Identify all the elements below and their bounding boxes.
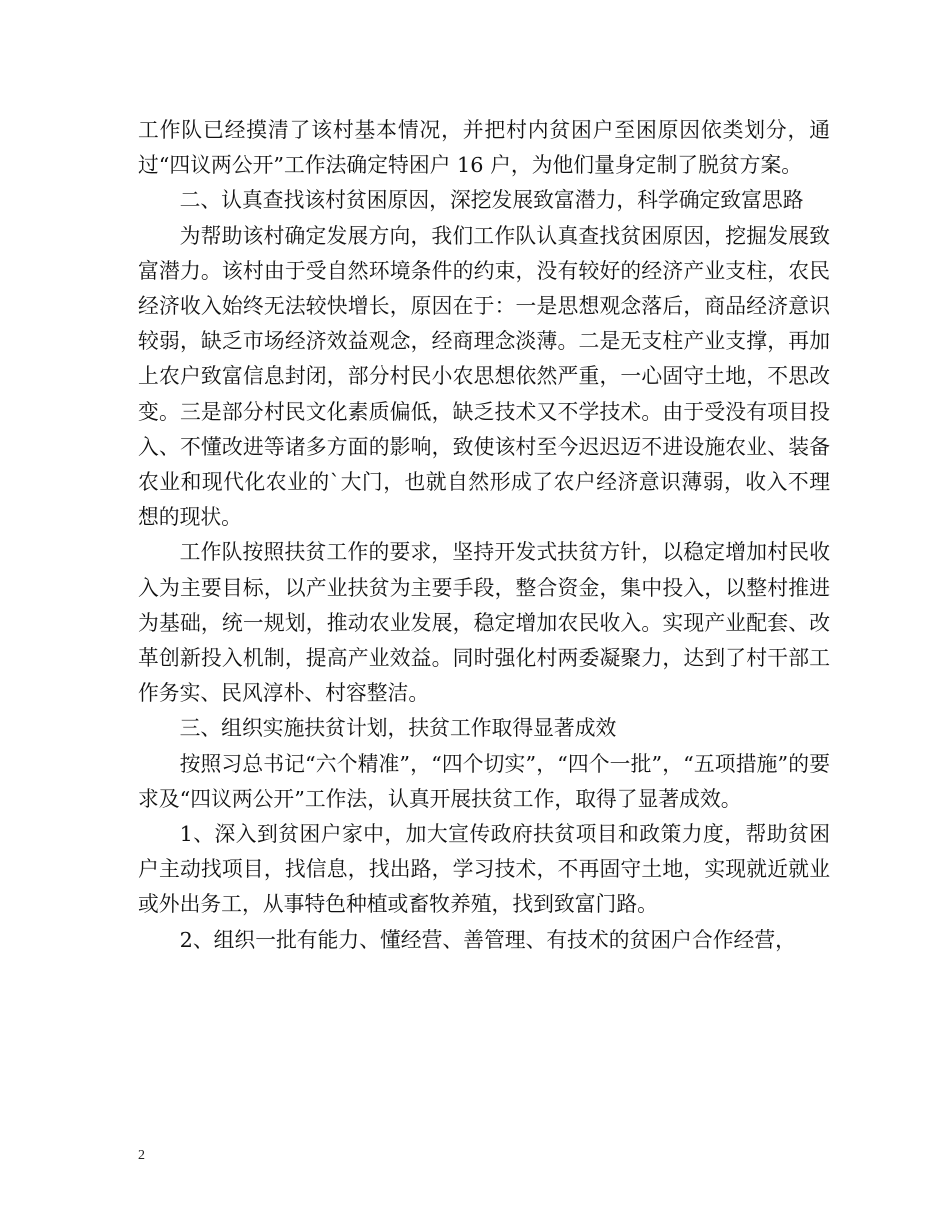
page-number: 2 bbox=[138, 1148, 145, 1163]
paragraph-team-approach: 工作队按照扶贫工作的要求，坚持开发式扶贫方针，以稳定增加村民收入为主要目标，以产业扶贫为主要手段，整合资金，集中投入，以整村推进为基础，统一规划，推动农业发展，稳定增加农民收入。实现产业配套、改革创新投入机制，提高产业效益。同时强化村两委凝聚力，达到了村干部工作务实、民风淳朴、村容整洁。 bbox=[138, 540, 830, 706]
paragraph-continuation-status: 工作队已经摸清了该村基本情况，并把村内贫困户至困原因依类划分，通过“四议两公开”工作法确定特困户 16 户，为他们量身定制了脱贫方案。 bbox=[138, 118, 830, 178]
paragraph-poverty-causes: 为帮助该村确定发展方向，我们工作队认真查找贫困原因，挖掘发展致富潜力。该村由于受自然环境条件的约束，没有较好的经济产业支柱，农民经济收入始终无法较快增长，原因在于：一是思想观念落后，商品经济意识较弱，缺乏市场经济效益观念，经商理念淡薄。二是无支柱产业支撑，再加上农户致富信息封闭，部分村民小农思想依然严重，一心固守土地，不思改变。三是部分村民文化素质偏低，缺乏技术又不学技术。由于受没有项目投入、不懂改进等诸多方面的影响，致使该村至今迟迟迈不进设施农业、装备农业和现代化农业的`大门，也就自然形成了农户经济意识薄弱，收入不理想的现状。 bbox=[138, 223, 830, 530]
document-body bbox=[138, 113, 830, 958]
section-heading-three: 三、组织实施扶贫计划，扶贫工作取得显著成效 bbox=[179, 716, 617, 741]
section-heading-two: 二、认真查找该村贫困原因，深挖发展致富潜力，科学确定致富思路 bbox=[179, 188, 804, 213]
list-item-one: 1、深入到贫困户家中，加大宣传政府扶贫项目和政策力度，帮助贫困户主动找项目，找信息，找出路，学习技术，不再固守土地，实现就近就业或外出务工，从事特色种植或畜牧养殖，找到致富门路。 bbox=[138, 822, 830, 917]
paragraph-implementation: 按照习总书记“六个精准”，“四个切实”，“四个一批”，“五项措施”的要求及“四议两公开”工作法，认真开展扶贫工作，取得了显著成效。 bbox=[138, 751, 830, 811]
list-item-two: 2、组织一批有能力、懂经营、善管理、有技术的贫困户合作经营， bbox=[179, 927, 796, 952]
